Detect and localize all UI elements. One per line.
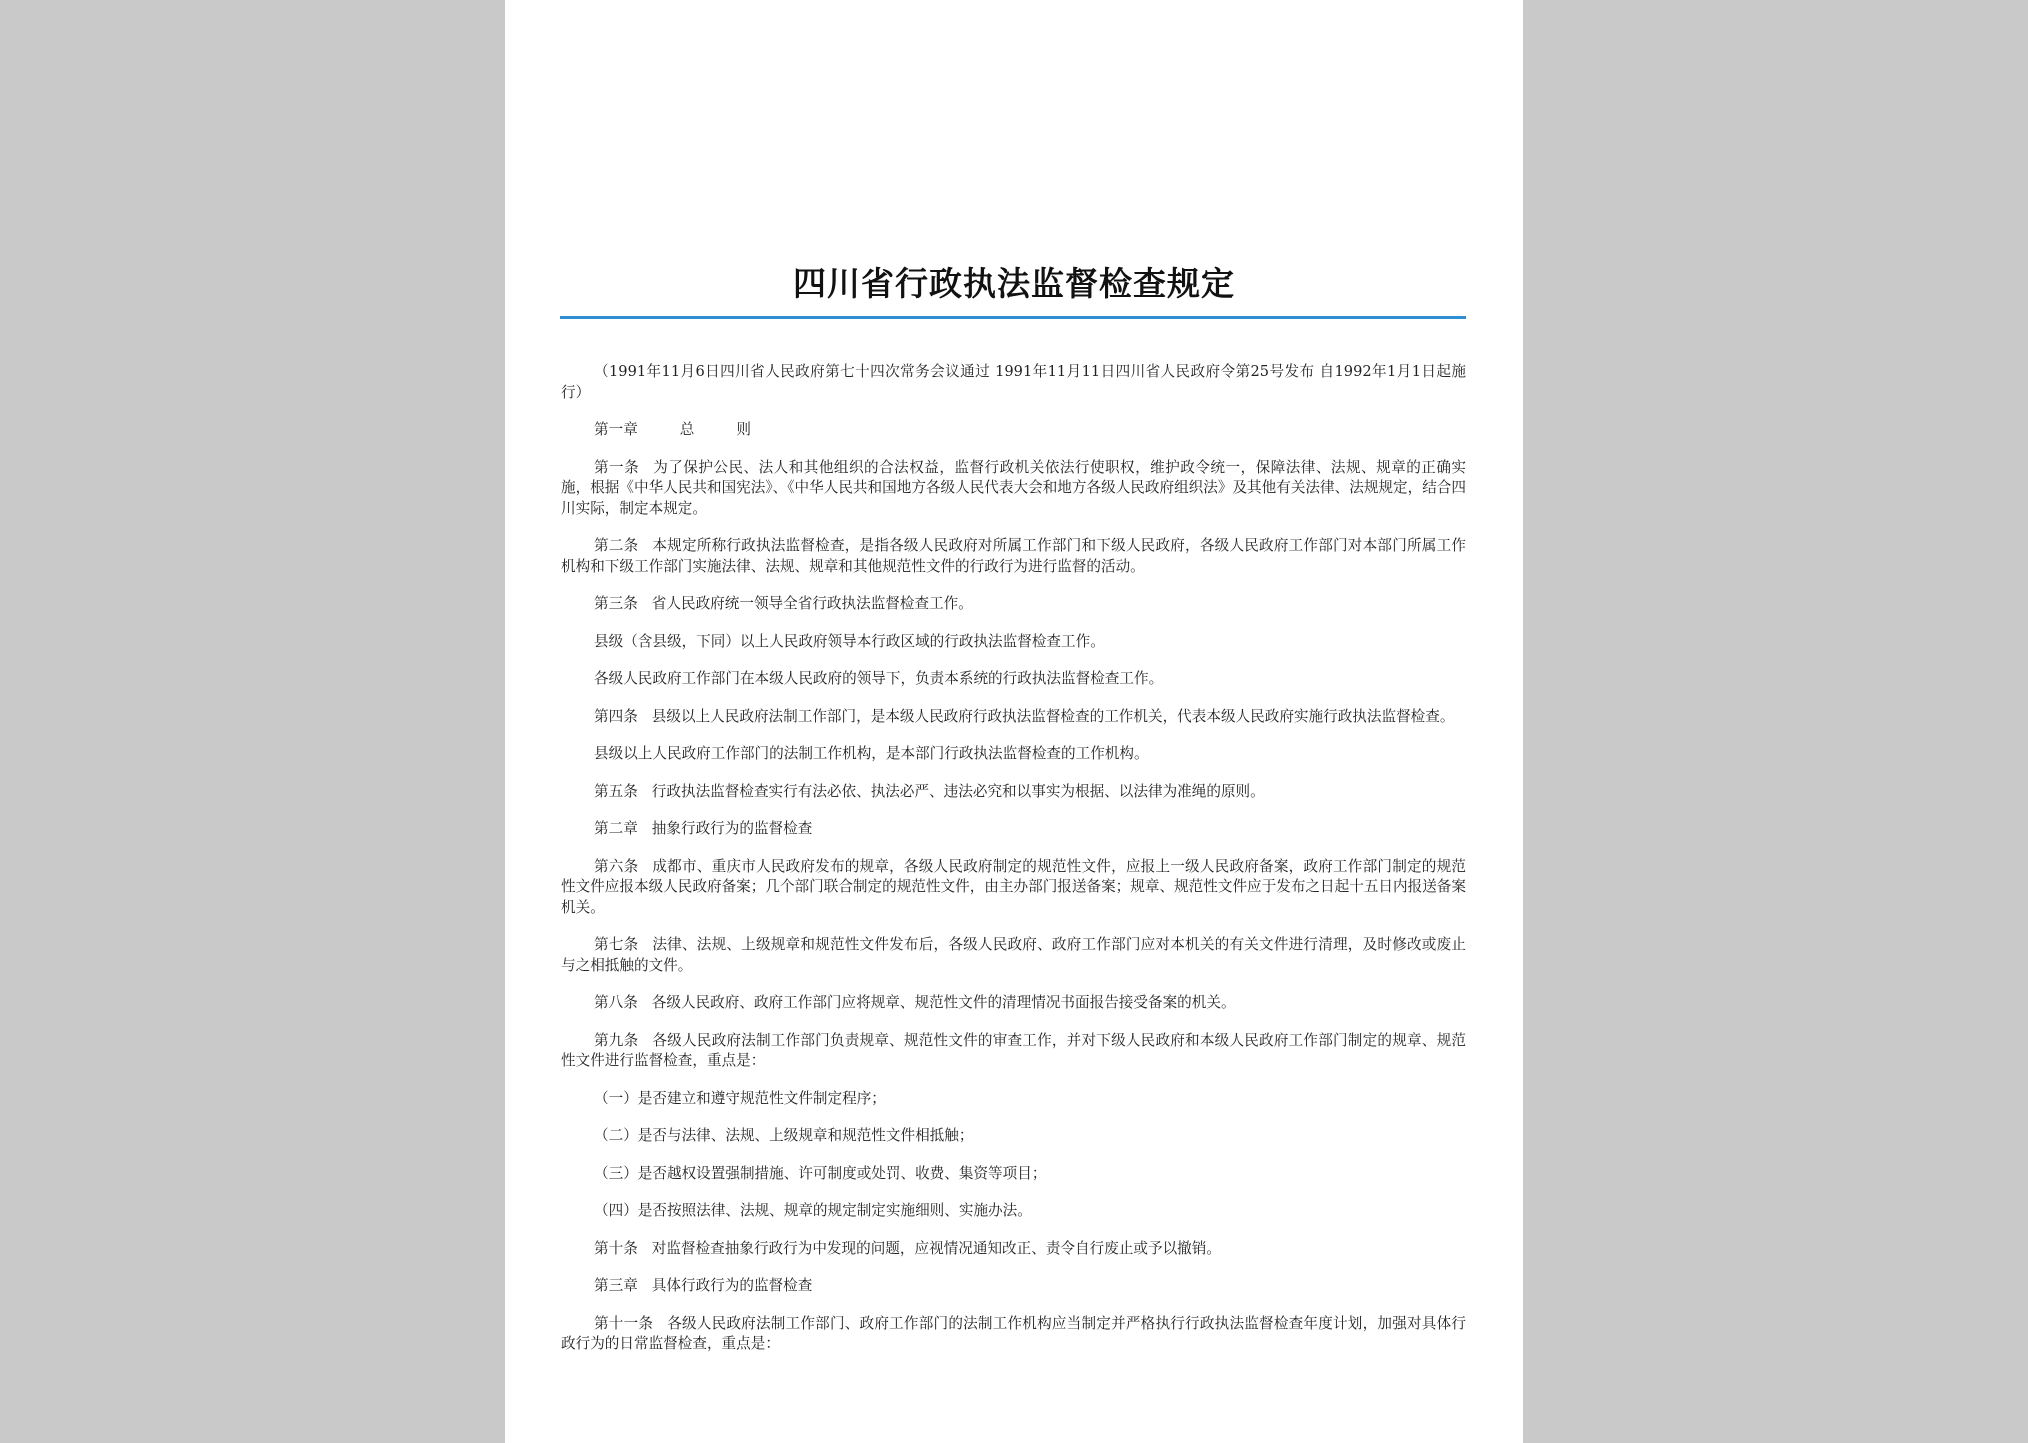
article: [561, 707, 1466, 728]
article-text: 省人民政府统一领导全省行政执法监督检查工作。: [651, 595, 973, 612]
article: [561, 1031, 1466, 1072]
article: [561, 935, 1466, 976]
article-label: 第四条: [594, 707, 638, 725]
chapter-label: 第二章: [594, 820, 638, 837]
list-item: （四）是否按照法律、法规、规章的规定制定实施细则、实施办法。: [594, 1202, 1032, 1219]
article-label: 第六条: [594, 857, 639, 875]
article: [561, 993, 1466, 1014]
article-text: 对监督检查抽象行政行为中发现的问题，应视情况通知改正、责令自行废止或予以撤销。: [651, 1239, 1221, 1257]
article-text: 各级人民政府法制工作部门负责规章、规范性文件的审查工作，并对下级人民政府和本级人民政府工作部门制定的规章、规范性文件进行监督检查，重点是：: [561, 1031, 1466, 1069]
chapter-title-word: 总: [679, 421, 695, 438]
article-text: 各级人民政府法制工作部门、政府工作部门的法制工作机构应当制定并严格执行行政执法监督检查年度计划，加强对具体行政行为的日常监督检查，重点是：: [561, 1314, 1466, 1352]
document-page: [505, 0, 1523, 1443]
list-item: （一）是否建立和遵守规范性文件制定程序；: [594, 1089, 886, 1107]
article-label: 第三条: [594, 595, 638, 612]
article-text: 县级以上人民政府法制工作部门，是本级人民政府行政执法监督检查的工作机关，代表本级人民政府实施行政执法监督检查。: [651, 707, 1455, 725]
article: [561, 1314, 1466, 1355]
article-label: 第五条: [594, 782, 638, 800]
paragraph: 县级以上人民政府工作部门的法制工作机构，是本部门行政执法监督检查的工作机构。: [594, 745, 1149, 762]
article: [561, 594, 1466, 615]
chapter-label: 第三章: [594, 1277, 638, 1294]
paragraph: 县级（含县级，下同）以上人民政府领导本行政区域的行政执法监督检查工作。: [594, 632, 1105, 650]
list-item: （二）是否与法律、法规、上级规章和规范性文件相抵触；: [594, 1127, 974, 1144]
chapter-label: 第一章: [594, 421, 638, 438]
article: [561, 857, 1466, 919]
chapter-heading: [561, 420, 1466, 441]
article-text: 为了保护公民、法人和其他组织的合法权益，监督行政机关依法行使职权，维护政令统一，保障法律、法规、规章的正确实施，根据《中华人民共和国宪法》、《中华人民共和国地方各级人民代表大会和地方各级人民政府组织法》及其他有关法律、法规规定，结合四川实际，制定本规定。: [561, 458, 1466, 517]
chapter-title-word: 则: [736, 421, 752, 438]
chapter-title: 具体行政行为的监督检查: [651, 1277, 813, 1294]
article-text: 本规定所称行政执法监督检查，是指各级人民政府对所属工作部门和下级人民政府，各级人民政府工作部门对本部门所属工作机构和下级工作部门实施法律、法规、规章和其他规范性文件的行政行为进行监督的活动。: [561, 537, 1466, 575]
list-item: （三）是否越权设置强制措施、许可制度或处罚、收费、集资等项目；: [594, 1164, 1047, 1182]
article-label: 第九条: [594, 1031, 639, 1049]
article-label: 第十条: [594, 1239, 638, 1257]
article-text: 成都市、重庆市人民政府发布的规章，各级人民政府制定的规范性文件，应报上一级人民政府备案，政府工作部门制定的规范性文件应报本级人民政府备案；几个部门联合制定的规范性文件，由主办部门报送备案；规章、规范性文件应于发布之日起十五日内报送备案机关。: [561, 857, 1466, 916]
chapter-heading: [561, 819, 1466, 840]
article-text: 行政执法监督检查实行有法必依、执法必严、违法必究和以事实为根据、以法律为准绳的原则。: [651, 782, 1265, 800]
article-text: 法律、法规、上级规章和规范性文件发布后，各级人民政府、政府工作部门应对本机关的有关文件进行清理，及时修改或废止与之相抵触的文件。: [561, 936, 1466, 974]
article-label: 第八条: [594, 994, 638, 1011]
document-title: 四川省行政执法监督检查规定: [793, 264, 1235, 303]
article-text: 各级人民政府、政府工作部门应将规章、规范性文件的清理情况书面报告接受备案的机关。: [651, 994, 1236, 1011]
preamble: （1991年11月6日四川省人民政府第七十四次常务会议通过 1991年11月11日四川省人民政府令第25号发布 自1992年1月1日起施行）: [561, 363, 1466, 401]
chapter-title: 抽象行政行为的监督检查: [651, 820, 813, 837]
paragraph: 各级人民政府工作部门在本级人民政府的领导下，负责本系统的行政执法监督检查工作。: [594, 670, 1164, 687]
article-label: 第二条: [594, 537, 639, 554]
article: [561, 458, 1466, 520]
article-label: 第一条: [594, 458, 640, 476]
article-label: 第十一条: [594, 1314, 654, 1332]
chapter-heading: [561, 1276, 1466, 1297]
article-label: 第七条: [594, 936, 639, 953]
article: [561, 1239, 1466, 1260]
article: [561, 536, 1466, 577]
document-body: [561, 362, 1466, 1372]
title-underline: [560, 316, 1466, 319]
article: [561, 782, 1466, 803]
